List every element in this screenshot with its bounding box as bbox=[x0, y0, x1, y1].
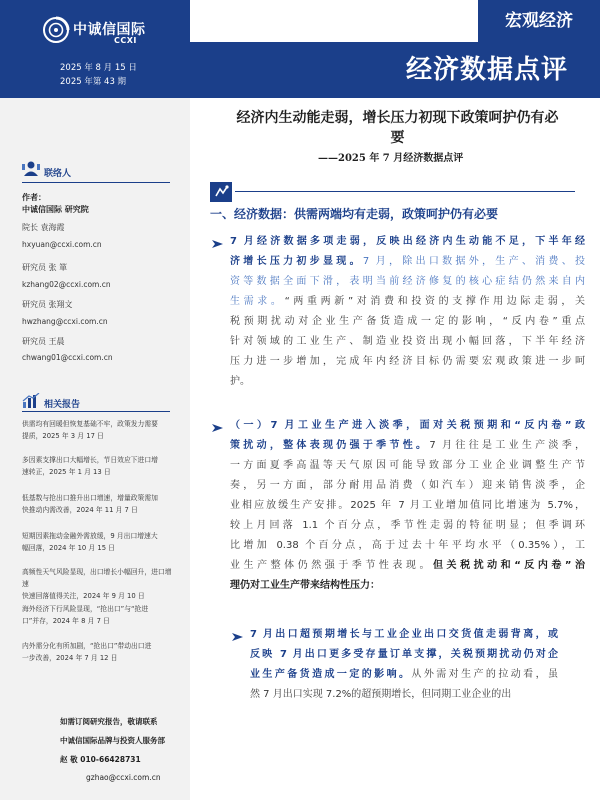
document-title bbox=[205, 108, 590, 148]
subscribe-email[interactable]: gzhao@ccxi.com.cn bbox=[86, 773, 161, 782]
contact-name-1: 院长 袁海霞 bbox=[22, 223, 65, 232]
p3-line-4: 然 7 月出口实现 7.2%的超预期增长，但同期工业企业的出 bbox=[250, 689, 512, 700]
related-report-5-l1: 高频性天气风险显现，出口增长小幅回升，进口增速 bbox=[22, 568, 172, 588]
report-type-label: 宏观经济 bbox=[505, 11, 573, 31]
contact-name-4: 研究员 王晨 bbox=[22, 337, 65, 346]
author-label: 作者： bbox=[22, 193, 46, 202]
p1-line-2a: 济增长压力初步显现。 bbox=[230, 256, 363, 267]
contacts-title: 联络人 bbox=[44, 169, 72, 179]
related-report-1-l1: 供需均有回暖但恢复基础不牢，政策发力需要 bbox=[22, 420, 158, 428]
related-report-2-l1: 多因素支撑出口大幅增长，节日效应下进口增 bbox=[22, 456, 158, 464]
contacts-divider bbox=[22, 182, 170, 183]
p1-line-8: 护。 bbox=[230, 376, 250, 387]
p1-line-6: 针对领域的工业生产、制造业投资出现小幅回落，下半年经济 bbox=[230, 336, 585, 347]
contact-email-4[interactable]: chwang01@ccxi.com.cn bbox=[22, 353, 113, 362]
p1-line-1: 7 月经济数据多项走弱，反映出经济内生动能不足，下半年经 bbox=[230, 236, 585, 247]
p2-line-2b: 7 月往往是工业生产淡季， bbox=[429, 440, 585, 451]
subscribe-line2: 中诚信国际品牌与投资人服务部 bbox=[60, 736, 165, 745]
contact-email-2[interactable]: kzhang02@ccxi.com.cn bbox=[22, 280, 111, 289]
related-report-6-l2: 口”并存，2024 年 8 月 7 日 bbox=[22, 617, 110, 625]
logo-mark-icon bbox=[42, 16, 70, 44]
logo-text-en: CCXI bbox=[114, 36, 137, 45]
p3-line-2: 反映 7 月出口更多受存量订单支撑，关税预期扰动仍对企 bbox=[250, 649, 558, 660]
p1-line-5: 税预期扰动对企业生产备货造成一定的影响，“反内卷”重点 bbox=[230, 316, 585, 327]
related-report-1[interactable] bbox=[22, 418, 172, 442]
section-1-heading: 一、经济数据：供需两端均有走弱，政策呵护仍有必要 bbox=[210, 207, 499, 221]
p1-line-2b: 7 月，除出口数据外，生产、消费、投 bbox=[362, 256, 585, 267]
p2-line-8b: 但关税扰动和“反内卷”治 bbox=[433, 560, 585, 571]
contact-person-icon bbox=[22, 160, 40, 176]
related-report-4-l1: 短期因素拖动金融外需放缓，9 月出口增速大 bbox=[22, 532, 158, 540]
p2-line-9: 理仍对工业生产带来结构性压力： bbox=[230, 580, 380, 591]
p2-line-8a: 业生产整体仍然强于季节性表现。 bbox=[230, 560, 433, 571]
p2-line-4: 奏，另一方面，部分耐用品消费（如汽车）迎来销售淡季，企 bbox=[230, 480, 585, 491]
p2-line-3: 一方面夏季高温等天气原因可能导致部分工业企业调整生产节 bbox=[230, 460, 585, 471]
related-report-4-l2: 幅回落，2024 年 10 月 15 日 bbox=[22, 544, 115, 552]
p1-line-3: 资等数据全面下滑，表明当前经济修复的核心症结仍然来自内 bbox=[230, 276, 585, 287]
related-report-5-l2: 快速回落值得关注，2024 年 9 月 10 日 bbox=[22, 592, 145, 600]
related-report-3[interactable] bbox=[22, 492, 172, 516]
p2-line-7: 比增加 0.38 个百分点，高于过去十年平均水平（0.35%），工 bbox=[230, 540, 585, 551]
contact-name-3: 研究员 张翔文 bbox=[22, 300, 73, 309]
bullet-arrow-icon bbox=[212, 239, 224, 249]
section-divider bbox=[235, 191, 575, 192]
related-report-7-l2: 一步改善，2024 年 7 月 12 日 bbox=[22, 654, 118, 662]
related-report-6[interactable] bbox=[22, 603, 172, 627]
related-reports-title: 相关报告 bbox=[44, 400, 81, 410]
related-report-4[interactable] bbox=[22, 530, 172, 554]
p3-line-3a: 业生产备货造成一定的影响。 bbox=[250, 669, 412, 680]
related-reports-icon bbox=[22, 393, 40, 409]
related-report-6-l1: 海外经济下行风险显现，“抢出口”与“抢进 bbox=[22, 605, 149, 613]
p3-line-1: 7 月出口超预期增长与工业企业出口交货值走弱背离，或 bbox=[250, 629, 558, 640]
related-report-3-l2: 快推动内需改善，2024 年 11 月 7 日 bbox=[22, 506, 138, 514]
p1-line-4a: 生需求。 bbox=[230, 296, 285, 307]
paragraph-1 bbox=[230, 232, 585, 392]
subscribe-line1: 如需订阅研究报告，敬请联系 bbox=[60, 717, 158, 726]
related-report-2-l2: 速转正，2025 年 1 月 13 日 bbox=[22, 468, 111, 476]
contact-email-1[interactable]: hxyuan@ccxi.com.cn bbox=[22, 240, 102, 249]
document-subtitle: ——2025 年 7 月经济数据点评 bbox=[318, 153, 464, 164]
related-divider bbox=[22, 411, 170, 412]
contact-name-2: 研究员 张 箪 bbox=[22, 263, 68, 272]
report-date: 2025 年 8 月 15 日 bbox=[60, 63, 137, 73]
logo-text-cn: 中诚信国际 bbox=[73, 22, 146, 38]
related-report-1-l2: 提质，2025 年 3 月 17 日 bbox=[22, 432, 104, 440]
sub-bullet-arrow-icon bbox=[232, 632, 244, 642]
p1-line-4b: “两重两新”对消费和投资的支撑作用边际走弱，关 bbox=[284, 296, 585, 307]
p2-line-2a: 策扰动，整体表现仍强于季节性。 bbox=[230, 440, 430, 451]
p2-line-1: （一）7 月工业生产进入淡季，面对关税预期和“反内卷”政 bbox=[230, 420, 585, 431]
document-title-l1: 经济内生动能走弱，增长压力初现下政策呵护仍有必 bbox=[236, 110, 559, 126]
subscribe-line3: 赵 敬 010-66428731 bbox=[60, 755, 141, 764]
p2-line-6: 较上月回落 1.1 个百分点，季节性走弱的特征明显；但季调环 bbox=[230, 520, 585, 531]
related-report-7-l1: 内外需分化有所加剧，“抢出口”带动出口进 bbox=[22, 642, 152, 650]
related-report-2[interactable] bbox=[22, 454, 172, 478]
section-marker-icon bbox=[210, 182, 232, 202]
report-issue: 2025 年第 43 期 bbox=[60, 77, 127, 87]
p1-line-7: 压力进一步增加，完成年内经济目标仍需要宏观政策进一步呵 bbox=[230, 356, 585, 367]
report-series-title: 经济数据点评 bbox=[405, 55, 568, 85]
bullet-arrow-icon bbox=[212, 423, 224, 433]
related-report-3-l1: 低基数与抢出口推升出口增速，增量政策需加 bbox=[22, 494, 158, 502]
author-org: 中诚信国际 研究院 bbox=[22, 205, 89, 214]
paragraph-2 bbox=[230, 416, 585, 596]
contact-email-3[interactable]: hwzhang@ccxi.com.cn bbox=[22, 317, 108, 326]
related-report-7[interactable] bbox=[22, 640, 172, 664]
paragraph-3 bbox=[250, 625, 558, 705]
document-title-l2: 要 bbox=[390, 130, 405, 146]
company-logo bbox=[42, 16, 152, 50]
related-report-5[interactable] bbox=[22, 566, 172, 602]
p3-line-3b: 从外需对生产的拉动看，虽 bbox=[411, 669, 558, 680]
p2-line-5: 业相应放缓生产安排。2025 年 7 月工业增加值同比增速为 5.7%， bbox=[230, 500, 585, 511]
